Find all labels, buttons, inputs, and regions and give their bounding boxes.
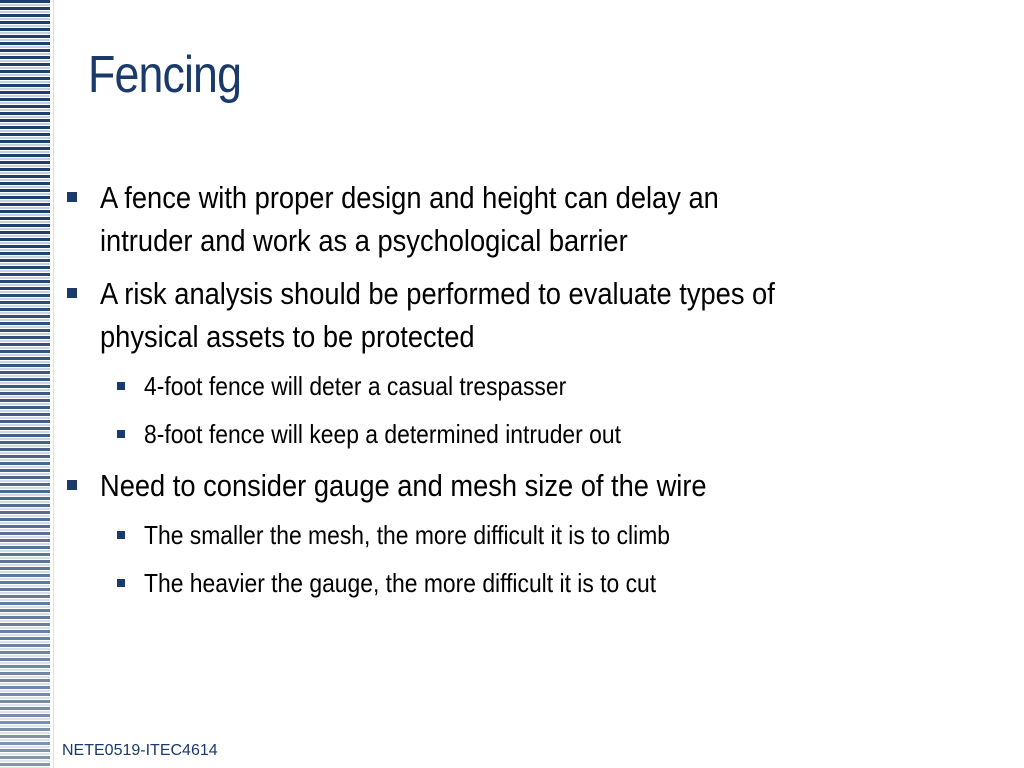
slide-footer: NETE0519-ITEC4614: [62, 742, 218, 759]
sub-bullet-four-foot-fence: [62, 368, 1002, 404]
sub-bullet-text: The heavier the gauge, the more difficult it is to cut: [144, 568, 657, 598]
sub-bullet-text: 8-foot fence will keep a determined intruder out: [144, 419, 621, 449]
bullet-text-line: A risk analysis should be performed to evaluate types of: [100, 276, 775, 311]
sub-bullet-eight-foot-fence: [62, 416, 1002, 452]
bullet-text-line: intruder and work as a psychological barrier: [100, 223, 628, 258]
bullet-text-line: Need to consider gauge and mesh size of the wire: [100, 468, 707, 503]
sub-bullet-mesh-climb: [62, 517, 1002, 553]
stripe-edge-divider: [50, 0, 53, 768]
square-bullet-icon: [117, 430, 125, 438]
bullet-fence-design: [62, 176, 1002, 262]
square-bullet-icon: [67, 288, 77, 298]
square-bullet-icon: [117, 579, 125, 587]
slide-content: [62, 176, 1002, 613]
bullet-gauge-mesh: [62, 464, 1002, 507]
bullet-list: [62, 176, 1002, 601]
slide-title: Fencing: [88, 46, 242, 104]
square-bullet-icon: [67, 192, 77, 202]
sub-bullet-text: The smaller the mesh, the more difficult it is to climb: [144, 520, 671, 550]
sub-bullet-text: 4-foot fence will deter a casual trespasser: [144, 371, 567, 401]
square-bullet-icon: [117, 531, 125, 539]
decorative-stripe-bar: [0, 0, 50, 768]
bullet-text-line: A fence with proper design and height can delay an: [100, 180, 719, 215]
bullet-text-line: physical assets to be protected: [100, 319, 475, 354]
bullet-risk-analysis: [62, 272, 1002, 358]
sub-bullet-gauge-cut: [62, 565, 1002, 601]
square-bullet-icon: [117, 382, 125, 390]
square-bullet-icon: [67, 480, 77, 490]
